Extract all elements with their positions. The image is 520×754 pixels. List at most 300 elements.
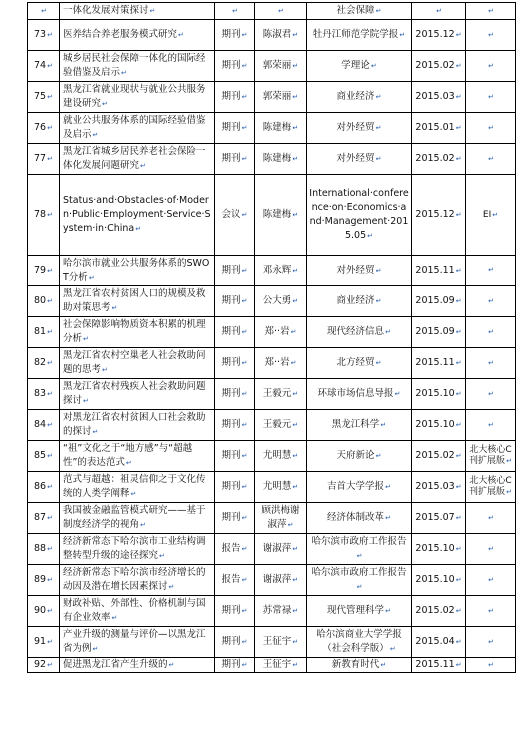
cell-title-text: 促进黑龙江省产生升级的 [63,659,168,670]
paragraph-mark-icon: ↵ [380,421,387,429]
cell-author-text: 王征宇 [262,659,292,670]
paragraph-mark-icon: ↵ [121,69,127,77]
paragraph-mark-icon: ↵ [488,266,494,274]
cell-author [255,534,307,565]
cell-type [215,317,255,348]
paragraph-mark-icon: ↵ [241,62,248,70]
cell-date-text: 2015.12 [415,209,455,220]
table-row [28,503,516,534]
cell-date [412,286,466,317]
cell-note [466,175,516,256]
cell-date [412,317,466,348]
cell-type [215,441,255,472]
cell-author [255,627,307,658]
cell-type-text: 期刊 [221,659,241,670]
paragraph-mark-icon: ↵ [292,93,299,101]
cell-venue-text: 学理论 [341,60,370,71]
cell-venue [307,113,412,144]
cell-title [60,20,215,51]
cell-author-text: 陈建梅 [262,209,292,220]
cell-no-text: 73 [34,29,47,40]
paragraph-mark-icon: ↵ [455,62,462,70]
cell-type [215,286,255,317]
cell-no-text: 84 [34,419,47,430]
cell-note [466,472,516,503]
paragraph-mark-icon: ↵ [455,421,462,429]
cell-venue [307,441,412,472]
paragraph-mark-icon: ↵ [278,7,284,15]
paragraph-mark-icon: ↵ [47,483,53,491]
paragraph-mark-icon: ↵ [241,328,248,336]
cell-venue-text: 对外经贸 [336,264,375,276]
paragraph-mark-icon: ↵ [370,62,377,70]
cell-title-text: 黑龙江省农村残疾人社会救助问题探讨 [63,381,206,406]
cell-type [215,534,255,565]
paragraph-mark-icon: ↵ [232,7,238,15]
cell-title-text: 黑龙江省城乡居民养老社会保险一体化发展问题研究 [63,146,206,171]
cell-title [60,472,215,503]
cell-author [255,144,307,175]
cell-no-text: 78 [34,209,47,220]
paragraph-mark-icon: ↵ [488,513,494,522]
cell-note-text: 北大核心C刊扩展版 [469,476,512,497]
cell-date-text: 2015.10 [415,419,455,430]
cell-date-text: 2015.11 [415,659,455,670]
table-row [28,3,516,20]
cell-author-text: 王毅元 [262,388,292,399]
paragraph-mark-icon: ↵ [149,7,156,15]
cell-title-text: Status·and·Obstacles·of·Modern·Public·Employment·Service·System·in·China [63,195,211,234]
paragraph-mark-icon: ↵ [488,154,494,163]
cell-author-text: 公大勇 [262,295,292,306]
paragraph-mark-icon: ↵ [130,490,137,498]
cell-author [255,113,307,144]
cell-date [412,596,466,627]
cell-title [60,256,215,286]
cell-venue-text: 新教育时代 [331,659,380,670]
paragraph-mark-icon: ↵ [47,62,53,70]
table-row [28,534,516,565]
paragraph-mark-icon: ↵ [455,545,462,553]
paragraph-mark-icon: ↵ [292,211,299,219]
cell-type [215,144,255,175]
cell-venue-text: 哈尔滨市政府工作报告 [311,567,407,578]
paragraph-mark-icon: ↵ [241,266,248,275]
paragraph-mark-icon: ↵ [241,421,248,429]
paragraph-mark-icon: ↵ [292,62,299,70]
paragraph-mark-icon: ↵ [135,225,142,233]
cell-venue-text: 商业经济 [336,91,375,102]
cell-no [28,658,60,673]
paragraph-mark-icon: ↵ [488,544,494,553]
cell-title-text: 对黑龙江省农村贫困人口社会救助的探讨 [63,412,206,437]
paragraph-mark-icon: ↵ [506,488,512,496]
cell-author [255,51,307,82]
cell-type-text: 期刊 [221,481,241,492]
paragraph-mark-icon: ↵ [375,93,382,101]
cell-author [255,410,307,441]
paragraph-mark-icon: ↵ [241,155,248,163]
cell-venue-text: 对外经贸 [336,122,375,133]
cell-no-text: 91 [34,636,47,647]
paragraph-mark-icon: ↵ [47,421,53,429]
paragraph-mark-icon: ↵ [292,607,299,615]
cell-no-text: 92 [34,659,47,670]
cell-date-text: 2015.12 [415,29,455,40]
cell-author [255,441,307,472]
cell-no [28,20,60,51]
table-row [28,175,516,256]
cell-no [28,534,60,565]
cell-author [255,286,307,317]
cell-title-text: 城乡居民社会保障一体化的国际经验借鉴及启示 [63,53,206,78]
cell-venue-text: International·conference·on·Economics·and·Management·2015.05 [309,188,409,241]
cell-note [466,658,516,673]
cell-no [28,379,60,410]
cell-no [28,144,60,175]
cell-date-text: 2015.02 [415,60,455,71]
paragraph-mark-icon: ↵ [455,328,462,336]
paragraph-mark-icon: ↵ [375,452,382,460]
table-row [28,348,516,379]
paragraph-mark-icon: ↵ [492,210,499,219]
cell-title-text: 就业公共服务体系的国际经验借鉴及启示 [63,115,206,140]
cell-venue-text: 商业经济 [336,295,375,306]
cell-no [28,175,60,256]
cell-date-text: 2015.10 [415,388,455,399]
cell-author [255,3,307,20]
paragraph-mark-icon: ↵ [83,335,89,343]
paragraph-mark-icon: ↵ [168,661,175,669]
cell-author-text: 邓永辉 [262,264,292,276]
cell-author [255,472,307,503]
cell-note [466,627,516,658]
paragraph-mark-icon: ↵ [47,390,53,398]
cell-title [60,379,215,410]
cell-venue [307,565,412,596]
cell-type-text: 期刊 [221,512,241,523]
paragraph-mark-icon: ↵ [287,521,294,529]
cell-title [60,348,215,379]
paragraph-mark-icon: ↵ [47,266,53,275]
cell-author [255,348,307,379]
cell-date [412,3,466,20]
cell-note [466,20,516,51]
cell-venue [307,286,412,317]
paragraph-mark-icon: ↵ [375,124,382,132]
paragraph-mark-icon: ↵ [455,124,462,132]
cell-title-text: 黑龙江省农村贫困人口的规模及救助对策思考 [63,288,206,313]
cell-title-text: 经济新常态下哈尔滨市经济增长的动因及潜在增长因素探讨 [63,567,206,592]
cell-author [255,503,307,534]
paragraph-mark-icon: ↵ [241,359,248,367]
cell-type [215,627,255,658]
cell-date-text: 2015.09 [415,326,455,337]
cell-type [215,503,255,534]
paragraph-mark-icon: ↵ [488,389,494,398]
cell-date-text: 2015.11 [415,264,455,276]
cell-type-text: 期刊 [221,636,241,647]
paragraph-mark-icon: ↵ [375,297,382,305]
paragraph-mark-icon: ↵ [241,124,248,132]
table-row [28,596,516,627]
cell-title [60,175,215,256]
paragraph-mark-icon: ↵ [385,483,391,491]
cell-venue-text: 环球市场信息导报 [317,388,394,399]
cell-venue-text: 哈尔滨市政府工作报告 [311,536,407,547]
cell-date [412,410,466,441]
cell-date [412,472,466,503]
cell-title [60,144,215,175]
cell-type-text: 期刊 [221,605,241,616]
paragraph-mark-icon: ↵ [292,576,299,584]
cell-no-text: 87 [34,512,47,523]
cell-venue-text: 黑龙江科学 [331,419,380,430]
paragraph-mark-icon: ↵ [292,266,299,275]
cell-no-text: 81 [34,326,47,337]
paragraph-mark-icon: ↵ [506,457,512,465]
cell-title [60,113,215,144]
paragraph-mark-icon: ↵ [488,637,494,646]
paragraph-mark-icon: ↵ [47,31,53,39]
cell-no [28,472,60,503]
paragraph-mark-icon: ↵ [125,459,132,467]
cell-type-text: 期刊 [221,60,241,71]
cell-venue-text: 哈尔滨商业大学学报（社会科学版） [316,629,402,654]
cell-venue-text: 北方经贸 [336,357,375,368]
paragraph-mark-icon: ↵ [356,583,363,591]
paragraph-mark-icon: ↵ [380,661,387,669]
cell-title [60,627,215,658]
cell-title-text: 哈尔滨市就业公共服务体系的SWOT分析 [63,257,210,283]
paragraph-mark-icon: ↵ [488,575,494,584]
paragraph-mark-icon: ↵ [455,661,462,669]
cell-title [60,82,215,113]
paragraph-mark-icon: ↵ [399,31,406,39]
cell-no-text: 83 [34,388,47,399]
paragraph-mark-icon: ↵ [102,366,108,374]
paragraph-mark-icon: ↵ [292,421,299,429]
cell-date [412,627,466,658]
cell-note [466,348,516,379]
cell-no [28,565,60,596]
paragraph-mark-icon: ↵ [394,390,401,398]
cell-title-text: “祖”文化之于“地方感”与“超越性”的表达范式 [63,443,193,468]
cell-venue [307,596,412,627]
cell-venue [307,256,412,286]
cell-venue-text: 对外经贸 [336,153,375,164]
cell-venue [307,51,412,82]
cell-author [255,658,307,673]
cell-title-text: 医养结合养老服务模式研究 [63,29,178,40]
cell-no-text: 80 [34,295,47,306]
paragraph-mark-icon: ↵ [241,514,248,522]
cell-no-text: 85 [34,450,47,461]
paragraph-mark-icon: ↵ [159,552,165,560]
cell-title-text: 产业升级的测量与评价—以黑龙江省为例 [63,629,206,654]
paragraph-mark-icon: ↵ [292,545,299,553]
paragraph-mark-icon: ↵ [47,607,53,615]
cell-author-text: 陈建梅 [262,122,292,133]
cell-venue [307,658,412,673]
cell-note-text: 北大核心C刊扩展版 [469,445,512,466]
cell-title [60,503,215,534]
cell-author-text: 苏常禄 [262,605,292,616]
cell-note [466,51,516,82]
cell-venue-text: 社会保障 [336,5,375,16]
table-body [28,3,516,673]
cell-title-text: 黑龙江省农村空巢老人社会救助问题的思考 [63,350,206,375]
paragraph-mark-icon: ↵ [292,390,299,398]
cell-title [60,317,215,348]
paragraph-mark-icon: ↵ [241,93,248,101]
paragraph-mark-icon: ↵ [111,304,118,312]
cell-note [466,3,516,20]
cell-author-text: 谢淑萍 [262,543,292,554]
cell-date [412,256,466,286]
cell-type-text: 期刊 [221,326,241,337]
paragraph-mark-icon: ↵ [455,514,462,522]
table-row [28,472,516,503]
paragraph-mark-icon: ↵ [455,155,462,163]
cell-no [28,317,60,348]
table-row [28,51,516,82]
cell-venue [307,410,412,441]
cell-title-text: 社会保障影响物质资本积累的机理分析 [63,319,206,344]
paragraph-mark-icon: ↵ [241,211,248,219]
paragraph-mark-icon: ↵ [292,31,299,39]
paragraph-mark-icon: ↵ [241,390,248,398]
paragraph-mark-icon: ↵ [455,297,462,305]
paragraph-mark-icon: ↵ [455,266,462,275]
cell-title [60,286,215,317]
cell-no [28,348,60,379]
paragraph-mark-icon: ↵ [290,328,297,336]
cell-venue [307,175,412,256]
cell-type-text: 期刊 [221,388,241,399]
cell-date-text: 2015.03 [415,91,455,102]
paragraph-mark-icon: ↵ [178,31,184,39]
cell-venue-text: 经济体制改革 [327,512,385,523]
cell-author-text: 郭荣丽 [262,60,292,71]
cell-venue [307,317,412,348]
cell-venue [307,20,412,51]
cell-author [255,317,307,348]
cell-title-text: 我国被金融监管模式研究——基于制度经济学的视角 [63,505,206,530]
cell-type [215,596,255,627]
cell-note [466,379,516,410]
cell-title [60,3,215,20]
cell-type [215,658,255,673]
cell-date-text: 2015.07 [415,512,455,523]
cell-date [412,348,466,379]
cell-type-text: 期刊 [221,29,241,40]
cell-date [412,113,466,144]
cell-date [412,175,466,256]
table-row [28,144,516,175]
paragraph-mark-icon: ↵ [488,61,494,70]
table-row [28,82,516,113]
table-row [28,286,516,317]
cell-type-text: 期刊 [221,91,241,102]
paragraph-mark-icon: ↵ [389,645,396,653]
cell-venue [307,472,412,503]
paragraph-mark-icon: ↵ [47,638,53,646]
cell-author-text: 陈淑君 [262,29,292,40]
cell-date-text: 2015.03 [415,481,455,492]
paragraph-mark-icon: ↵ [375,155,382,163]
paragraph-mark-icon: ↵ [385,514,391,522]
cell-author-text: 郭荣丽 [262,91,292,102]
paragraph-mark-icon: ↵ [385,328,391,336]
paragraph-mark-icon: ↵ [455,452,462,460]
cell-no [28,82,60,113]
cell-note [466,144,516,175]
paragraph-mark-icon: ↵ [111,614,118,622]
paragraph-mark-icon: ↵ [92,131,99,139]
cell-no [28,256,60,286]
cell-venue-text: 牡丹江师范学院学报 [312,29,399,40]
paragraph-mark-icon: ↵ [47,93,53,101]
table-row [28,627,516,658]
cell-type [215,472,255,503]
paragraph-mark-icon: ↵ [488,296,494,305]
paragraph-mark-icon: ↵ [83,397,89,405]
cell-no [28,51,60,82]
paragraph-mark-icon: ↵ [47,545,53,553]
cell-type [215,20,255,51]
paragraph-mark-icon: ↵ [241,545,248,553]
paragraph-mark-icon: ↵ [88,273,95,282]
cell-type-text: 会议 [221,209,241,220]
cell-title-text: 黑龙江省就业现状与就业公共服务建设研究 [63,84,206,109]
cell-type [215,175,255,256]
paragraph-mark-icon: ↵ [47,576,53,584]
cell-note [466,596,516,627]
cell-type-text: 期刊 [221,264,241,276]
cell-author-text: 顾洪梅谢淑萍 [261,505,300,530]
paragraph-mark-icon: ↵ [241,638,248,646]
cell-author [255,175,307,256]
cell-type [215,51,255,82]
paragraph-mark-icon: ↵ [140,521,146,529]
cell-type-text: 报告 [221,543,241,554]
paragraph-mark-icon: ↵ [47,359,53,367]
cell-note [466,565,516,596]
cell-author-text: 尤明慧 [262,481,292,492]
cell-title-text: 经济新常态下哈尔滨市工业结构调整转型升级的途径探究 [63,536,206,561]
cell-note [466,410,516,441]
cell-type-text: 期刊 [221,153,241,164]
cell-date-text: 2015.01 [415,122,455,133]
cell-type [215,256,255,286]
cell-note [466,256,516,286]
cell-venue [307,348,412,379]
paragraph-mark-icon: ↵ [455,359,462,367]
cell-author [255,82,307,113]
paragraph-mark-icon: ↵ [41,7,47,15]
cell-date-text: 2015.09 [415,295,455,306]
table-row [28,317,516,348]
cell-note [466,82,516,113]
paragraph-mark-icon: ↵ [47,211,53,219]
cell-title [60,565,215,596]
table-row [28,441,516,472]
cell-no [28,410,60,441]
table-row [28,113,516,144]
paragraph-mark-icon: ↵ [241,576,248,584]
cell-type [215,410,255,441]
